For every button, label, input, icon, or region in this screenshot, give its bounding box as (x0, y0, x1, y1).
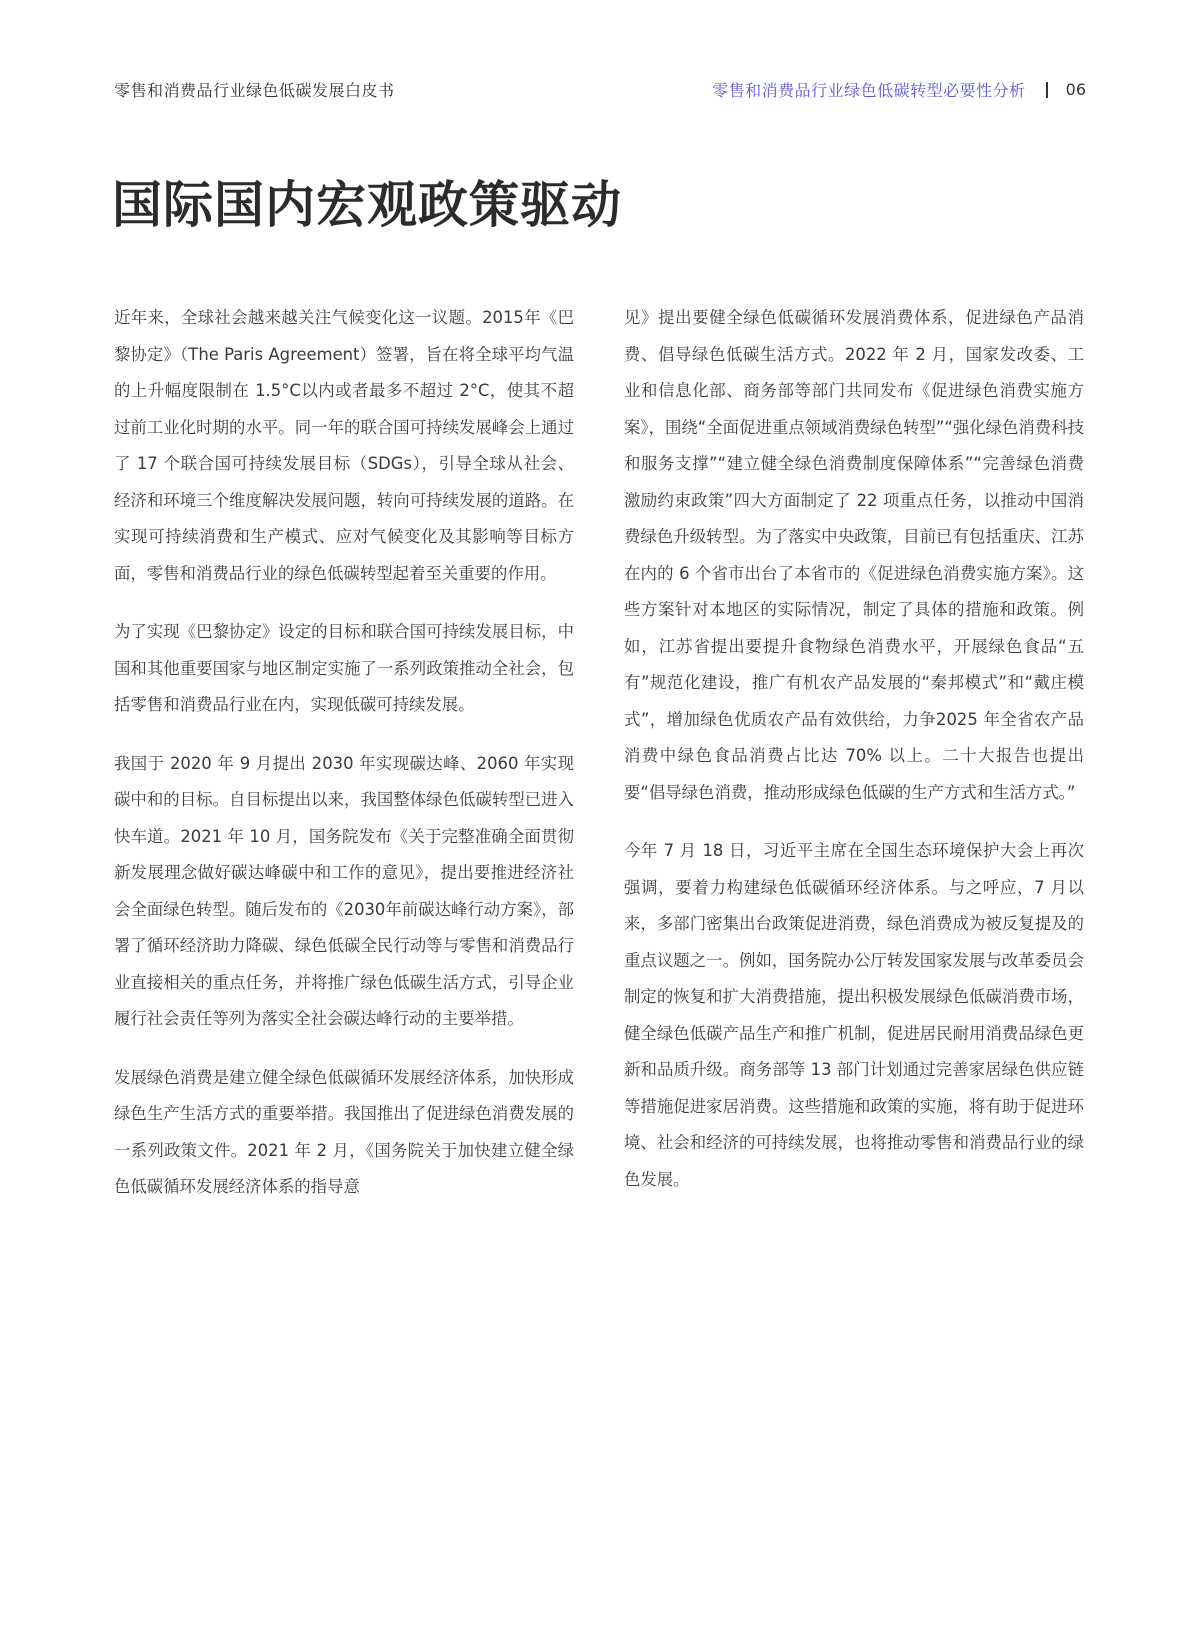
section-title: 零售和消费品行业绿色低碳转型必要性分析 (712, 81, 1026, 100)
paragraph-consumption-plan: 见》提出要健全绿色低碳循环发展消费体系，促进绿色产品消费、倡导绿色低碳生活方式。2022 年 2 月，国家发改委、工业和信息化部、商务部等部门共同发布《促进绿色消费实施方案》，围绕“全面促进重点领域消费绿色转型”“强化绿色消费科技和服务支撑”“建立健全绿色消费制度保障体系”“完善绿色消费激励约束政策”四大方面制定了 22 项重点任务，以推动中国消费绿色升级转型。为了落实中央政策，目前已有包括重庆、江苏在内的 6 个省市出台了本省市的《促进绿色消费实施方案》。这些方案针对本地区的实际情况，制定了具体的措施和政策。例如，江苏省提出要提升食物绿色消费水平，开展绿色食品“五有”规范化建设，推广有机农产品发展的“秦邦模式”和“戴庄模式”，增加绿色优质农产品有效供给，力争2025 年全省农产品消费中绿色食品消费占比达 70% 以上。二十大报告也提出要“倡导绿色消费，推动形成绿色低碳的生产方式和生活方式。” (624, 308, 1084, 802)
paragraph-carbon-goals: 我国于 2020 年 9 月提出 2030 年实现碳达峰、2060 年实现碳中和的目标。自目标提出以来，我国整体绿色低碳转型已进入快车道。2021 年 10 月，国务院发布《关于完整准确全面贯彻新发展理念做好碳达峰碳中和工作的意见》，提出要推进经济社会全面绿色转型。随后发布的《2030年前碳达峰行动方案》，部署了循环经济助力降碳、绿色低碳全民行动等与零售和消费品行业直接相关的重点任务，并将推广绿色低碳生活方式，引导企业履行社会责任等列为落实全社会碳达峰行动的主要举措。 (114, 753, 574, 1028)
paragraph-green-consumption: 发展绿色消费是建立健全绿色低碳循环发展经济体系，加快形成绿色生产生活方式的重要举措。我国推出了促进绿色消费发展的一系列政策文件。2021 年 2 月，《国务院关于加快建立健全绿色低碳循环发展经济体系的指导意 (114, 1067, 574, 1196)
right-column (624, 300, 1084, 1220)
paragraph-recent-measures: 今年 7 月 18 日，习近平主席在全国生态环境保护大会上再次强调，要着力构建绿色低碳循环经济体系。与之呼应，7 月以来，多部门密集出台政策促进消费，绿色消费成为被反复提及的重点议题之一。例如，国务院办公厅转发国家发展与改革委员会制定的恢复和扩大消费措施，提出积极发展绿色低碳消费市场，健全绿色低碳产品生产和推广机制，促进居民耐用消费品绿色更新和品质升级。商务部等 13 部门计划通过完善家居绿色供应链等措施促进家居消费。这些措施和政策的实施，将有助于促进环境、社会和经济的可持续发展，也将推动零售和消费品行业的绿色发展。 (624, 841, 1084, 1189)
header-divider (1046, 82, 1048, 98)
paragraph-paris-agreement: 近年来，全球社会越来越关注气候变化这一议题。2015年《巴黎协定》（The Paris Agreement）签署，旨在将全球平均气温的上升幅度限制在 1.5°C以内或者最多不超过 2°C，使其不超过前工业化时期的水平。同一年的联合国可持续发展峰会上通过了 17 个联合国可持续发展目标（SDGs），引导全球从社会、经济和环境三个维度解决发展问题，转向可持续发展的道路。在实现可持续消费和生产模式、应对气候变化及其影响等目标方面，零售和消费品行业的绿色低碳转型起着至关重要的作用。 (114, 308, 574, 583)
page-title: 国际国内宏观政策驱动 (112, 176, 622, 234)
page-number: 06 (1065, 80, 1086, 99)
left-column (114, 300, 574, 1228)
document-title: 零售和消费品行业绿色低碳发展白皮书 (114, 81, 395, 100)
paragraph-policy-response: 为了实现《巴黎协定》设定的目标和联合国可持续发展目标，中国和其他重要国家与地区制定实施了一系列政策推动全社会，包括零售和消费品行业在内，实现低碳可持续发展。 (114, 622, 574, 714)
running-header (712, 78, 1086, 101)
